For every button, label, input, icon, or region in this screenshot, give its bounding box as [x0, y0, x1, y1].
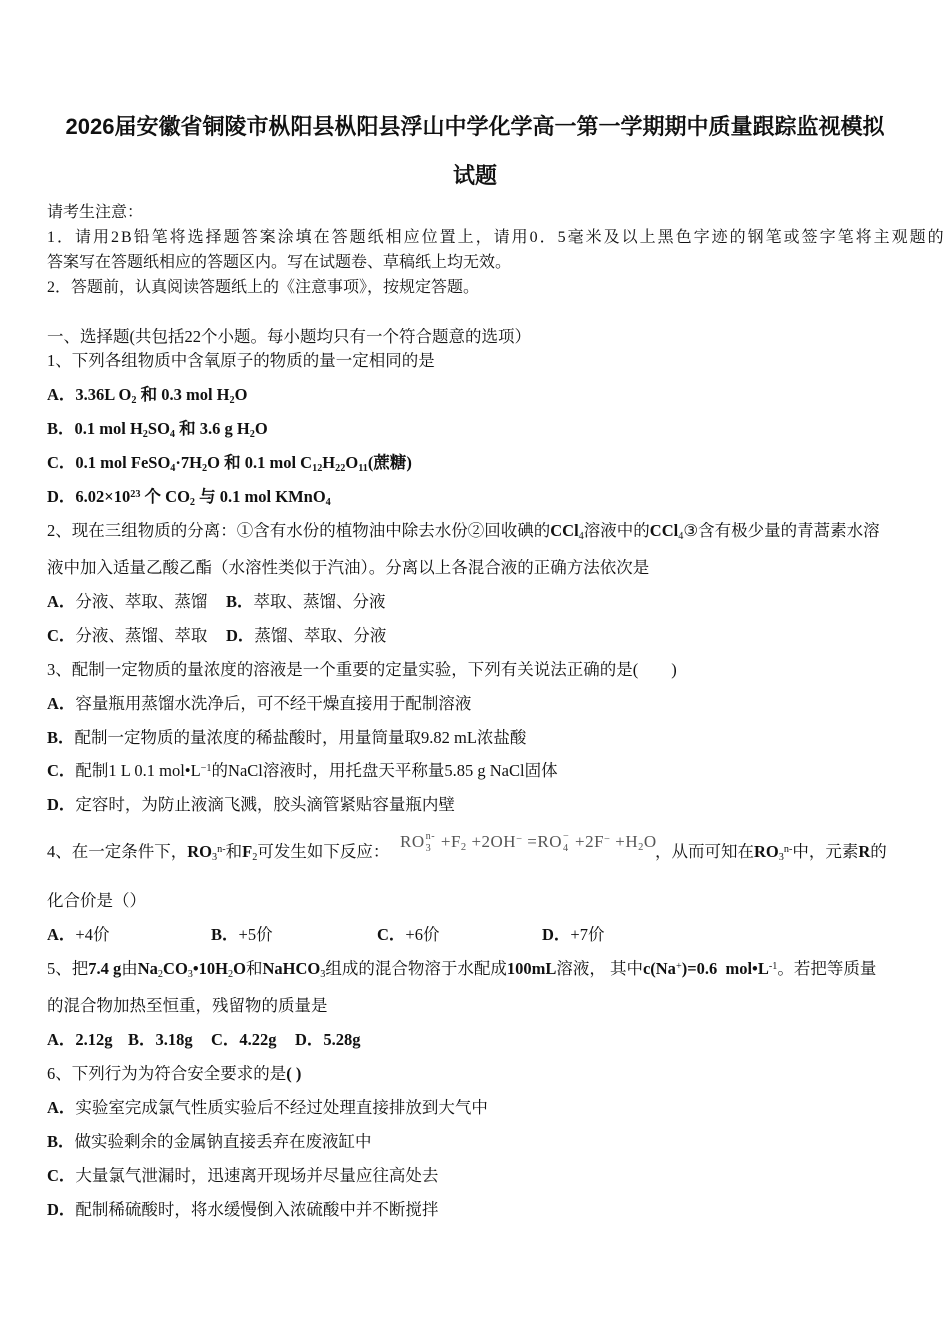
text-run: +6价: [405, 925, 440, 944]
text-run: B．0.1 mol H: [47, 419, 143, 438]
text-run: 组成的混合物溶于水配成: [325, 959, 507, 978]
subscript: 2: [131, 394, 137, 406]
text-run: 蒸馏、萃取、分液: [254, 626, 387, 645]
question-3-option-c: [47, 760, 558, 782]
subscript: 3: [212, 851, 218, 863]
subscript: 2: [229, 394, 235, 406]
section-heading: 一、选择题(共包括22个小题。每小题均只有一个符合题意的选项）: [47, 327, 531, 346]
text-run: O 和 0.1 mol C: [207, 453, 313, 472]
text-run: 萃取、蒸馏、分液: [253, 592, 386, 611]
notice-item-2: 2．答题前，认真阅读答题纸上的《注意事项》，按规定答题。: [47, 279, 480, 296]
bold-run: NaHCO: [262, 959, 321, 978]
text-run: 溶液中的: [583, 521, 650, 540]
bold-run: C．: [377, 925, 406, 944]
subscript: 2: [142, 428, 148, 440]
superscript: −: [604, 833, 611, 845]
bold-run: D．: [47, 795, 76, 814]
bold-run: ( ): [286, 1064, 302, 1083]
question-2-option-a: [47, 591, 207, 613]
text-run: 和: [245, 959, 263, 978]
subscript: 2: [189, 496, 196, 508]
text-run: (蔗糖): [367, 453, 412, 472]
question-4-option-a: [47, 924, 109, 946]
bold-run: B．: [226, 592, 254, 611]
subscript: 2: [638, 841, 644, 853]
question-1-option-c: [47, 452, 412, 474]
question-1-option-d: [47, 486, 331, 508]
question-5-stem-line-2: 的混合物加热至恒重，残留物的质量是: [47, 996, 328, 1015]
question-6-option-a: [47, 1097, 488, 1119]
page-title-line-2: 试题: [452, 163, 497, 188]
bold-run: C．: [47, 626, 76, 645]
text-run: 与 0.1 mol KMnO: [195, 487, 326, 506]
subscript: 4: [170, 462, 176, 474]
question-5-option-a: A．2.12g: [47, 1030, 113, 1049]
notice-heading: 请考生注意：: [47, 204, 144, 221]
question-5-option-d: D．5.28g: [295, 1030, 361, 1049]
text-run: 定容时，为防止液滴飞溅，胶头滴管紧贴容量瓶内壁: [75, 795, 455, 814]
bold-run: 7.4 g: [88, 959, 122, 978]
subscript: 2: [157, 968, 164, 980]
text-run: O: [254, 419, 268, 438]
subscript: 11: [358, 462, 368, 474]
question-3-option-a: [47, 693, 471, 715]
question-6-stem: [47, 1063, 301, 1085]
text-run: SO: [147, 419, 170, 438]
text-run: 配制一定物质的量浓度的稀盐酸时，用量筒量取9.82 mL浓盐酸: [74, 728, 527, 747]
bold-run: R: [858, 842, 871, 861]
bold-run: B．: [47, 728, 75, 747]
superscript: −1: [200, 762, 212, 774]
bold-run: B．: [47, 1132, 75, 1151]
bold-run: A．: [47, 925, 76, 944]
bold-run: c(Na: [642, 959, 676, 978]
subscript: 2: [202, 462, 208, 474]
bold-run: RO: [754, 842, 779, 861]
stack-superscript: −: [563, 830, 570, 842]
question-4-option-b: [211, 924, 273, 946]
subscript: 4: [325, 496, 331, 508]
stack-superscript: n-: [425, 830, 436, 842]
bold-run: D．: [542, 925, 571, 944]
text-run: 大量氯气泄漏时，迅速离开现场并尽量应往高处去: [75, 1166, 439, 1185]
subscript: 2: [228, 968, 234, 980]
bold-run: CCl: [550, 521, 579, 540]
text-run: 2、现在三组物质的分离：①含有水份的植物油中除去水份②回收碘的: [47, 521, 551, 540]
subscript: 12: [312, 462, 323, 474]
text-run: 实验室完成氯气性质实验后不经过处理直接排放到大气中: [75, 1098, 488, 1117]
text-run: 分液、蒸馏、萃取: [75, 626, 208, 645]
bold-run: A．: [47, 694, 76, 713]
question-5-option-c: C．4.22g: [211, 1030, 277, 1049]
bold-run: O: [233, 959, 246, 978]
text-run: RO: [400, 832, 425, 851]
question-6-option-b: [47, 1131, 372, 1153]
text-run: 配制1 L 0.1 mol•L: [75, 761, 201, 780]
question-6-option-c: [47, 1165, 438, 1187]
bold-run: CO: [163, 959, 188, 978]
question-4-equation: [400, 829, 657, 855]
question-6-option-d: [47, 1199, 438, 1221]
subscript: 4: [678, 530, 684, 542]
question-3-option-d: [47, 794, 455, 816]
bold-run: B．: [211, 925, 239, 944]
text-run: 溶液， 其中: [556, 959, 643, 978]
question-3-option-b: [47, 727, 526, 749]
question-2-option-b: [226, 591, 386, 613]
text-run: 和 0.3 mol H: [136, 385, 230, 404]
text-run: +2F: [570, 832, 605, 851]
bold-run: D．: [47, 1200, 76, 1219]
question-2-stem-line-2: 液中加入适量乙酸乙酯（水溶性类似于汽油）。分离以上各混合液的正确方法依次是: [47, 558, 650, 577]
text-run: ③含有极少量的青蒿素水溶: [683, 521, 880, 540]
text-run: 5、把: [47, 959, 89, 978]
question-4-option-c: [377, 924, 439, 946]
superscript: −: [516, 833, 523, 845]
text-run: +H: [610, 832, 639, 851]
notice-item-1-line-2: 答案写在答题纸相应的答题区内。写在试题卷、草稿纸上均无效。: [47, 254, 512, 271]
question-2-option-d: [226, 625, 386, 647]
subscript: 22: [335, 462, 346, 474]
question-4-stem-line-2: 化合价是（）: [47, 891, 146, 910]
text-run: C．0.1 mol FeSO: [47, 453, 171, 472]
text-run: 的NaCl溶液时，用托盘天平称量5.85 g NaCl固体: [211, 761, 558, 780]
bold-run: F: [242, 842, 253, 861]
bold-run: •10H: [192, 959, 229, 978]
bold-run: RO: [187, 842, 212, 861]
subscript: 2: [460, 841, 467, 853]
notice-item-1-line-1: 1．请用2B铅笔将选择题答案涂填在答题纸相应位置上，请用0．5毫米及以上黑色字迹的钢笔或签字笔将主观题的: [47, 229, 946, 246]
question-5-option-b: B．3.18g: [128, 1030, 193, 1049]
text-run: O: [345, 453, 359, 472]
text-run: D．6.02×10: [47, 487, 131, 506]
text-run: 和: [225, 842, 243, 861]
text-run: 做实验剩余的金属钠直接丢弃在废液缸中: [74, 1132, 372, 1151]
text-run: =RO: [522, 832, 562, 851]
text-run: +7价: [570, 925, 605, 944]
bold-run: )=0.6 mol•L: [681, 959, 769, 978]
text-run: O: [643, 832, 657, 851]
superscript: +: [675, 960, 682, 972]
text-run: 分液、萃取、蒸馏: [75, 592, 208, 611]
subscript: 4: [169, 428, 176, 440]
bold-run: 100mL: [506, 959, 557, 978]
text-run: +5价: [238, 925, 273, 944]
question-1-stem: 1、下列各组物质中含氧原子的物质的量一定相同的是: [47, 351, 435, 370]
text-run: +2OH: [466, 832, 517, 851]
text-run: +4价: [75, 925, 110, 944]
superscript: n-: [217, 843, 226, 855]
text-run: 配制稀硫酸时，将水缓慢倒入浓硫酸中并不断搅拌: [75, 1200, 439, 1219]
question-4-option-d: [542, 924, 604, 946]
question-4-stem-left: [47, 841, 389, 863]
superscript: 23: [130, 488, 141, 500]
question-1-option-b: [47, 418, 268, 440]
subscript: 2: [249, 428, 255, 440]
subscript: 3: [187, 968, 193, 980]
text-run: 4、在一定条件下，: [47, 842, 188, 861]
bold-run: C．: [47, 1166, 76, 1185]
subscript: 3: [778, 851, 784, 863]
page-title-line-1: 2026届安徽省铜陵市枞阳县枞阳县浮山中学化学高一第一学期期中质量跟踪监视模拟: [65, 114, 885, 139]
text-run: ·7H: [175, 453, 202, 472]
bold-run: Na: [137, 959, 158, 978]
text-run: 由: [121, 959, 138, 978]
text-run: 的: [870, 842, 887, 861]
question-2-option-c: [47, 625, 207, 647]
text-run: 6、下列行为为符合安全要求的是: [47, 1064, 287, 1083]
superscript: -1: [768, 960, 778, 972]
question-1-option-a: [47, 384, 247, 406]
sup-sub-stack: [426, 831, 436, 854]
stack-subscript: 4: [563, 842, 569, 854]
text-run: ，从而可知在: [655, 842, 754, 861]
text-run: +F: [436, 832, 461, 851]
question-3-stem: 3、配制一定物质的量浓度的溶液是一个重要的定量实验，下列有关说法正确的是( ): [47, 660, 677, 679]
text-run: H: [322, 453, 336, 472]
subscript: 3: [320, 968, 326, 980]
bold-run: C．: [47, 761, 76, 780]
text-run: 个 CO: [140, 487, 190, 506]
question-5-stem-line-1: [47, 958, 876, 980]
text-run: 容量瓶用蒸馏水洗净后，可不经干燥直接用于配制溶液: [75, 694, 472, 713]
text-run: 和 3.6 g H: [175, 419, 250, 438]
sup-sub-stack: [563, 831, 569, 854]
superscript: n-: [783, 843, 793, 855]
bold-run: A．: [47, 592, 76, 611]
subscript: 4: [578, 530, 584, 542]
text-run: 中，元素: [792, 842, 859, 861]
bold-run: A．: [47, 1098, 76, 1117]
bold-run: CCl: [649, 521, 679, 540]
text-run: 可发生如下反应：: [257, 842, 390, 861]
question-2-stem-line-1: [47, 520, 880, 542]
text-run: O: [234, 385, 248, 404]
text-run: 。若把等质量: [777, 959, 877, 978]
subscript: 2: [252, 851, 258, 863]
bold-run: D．: [226, 626, 255, 645]
text-run: A．3.36L O: [47, 385, 132, 404]
question-4-stem-right: [655, 841, 887, 863]
stack-subscript: 3: [425, 842, 432, 854]
